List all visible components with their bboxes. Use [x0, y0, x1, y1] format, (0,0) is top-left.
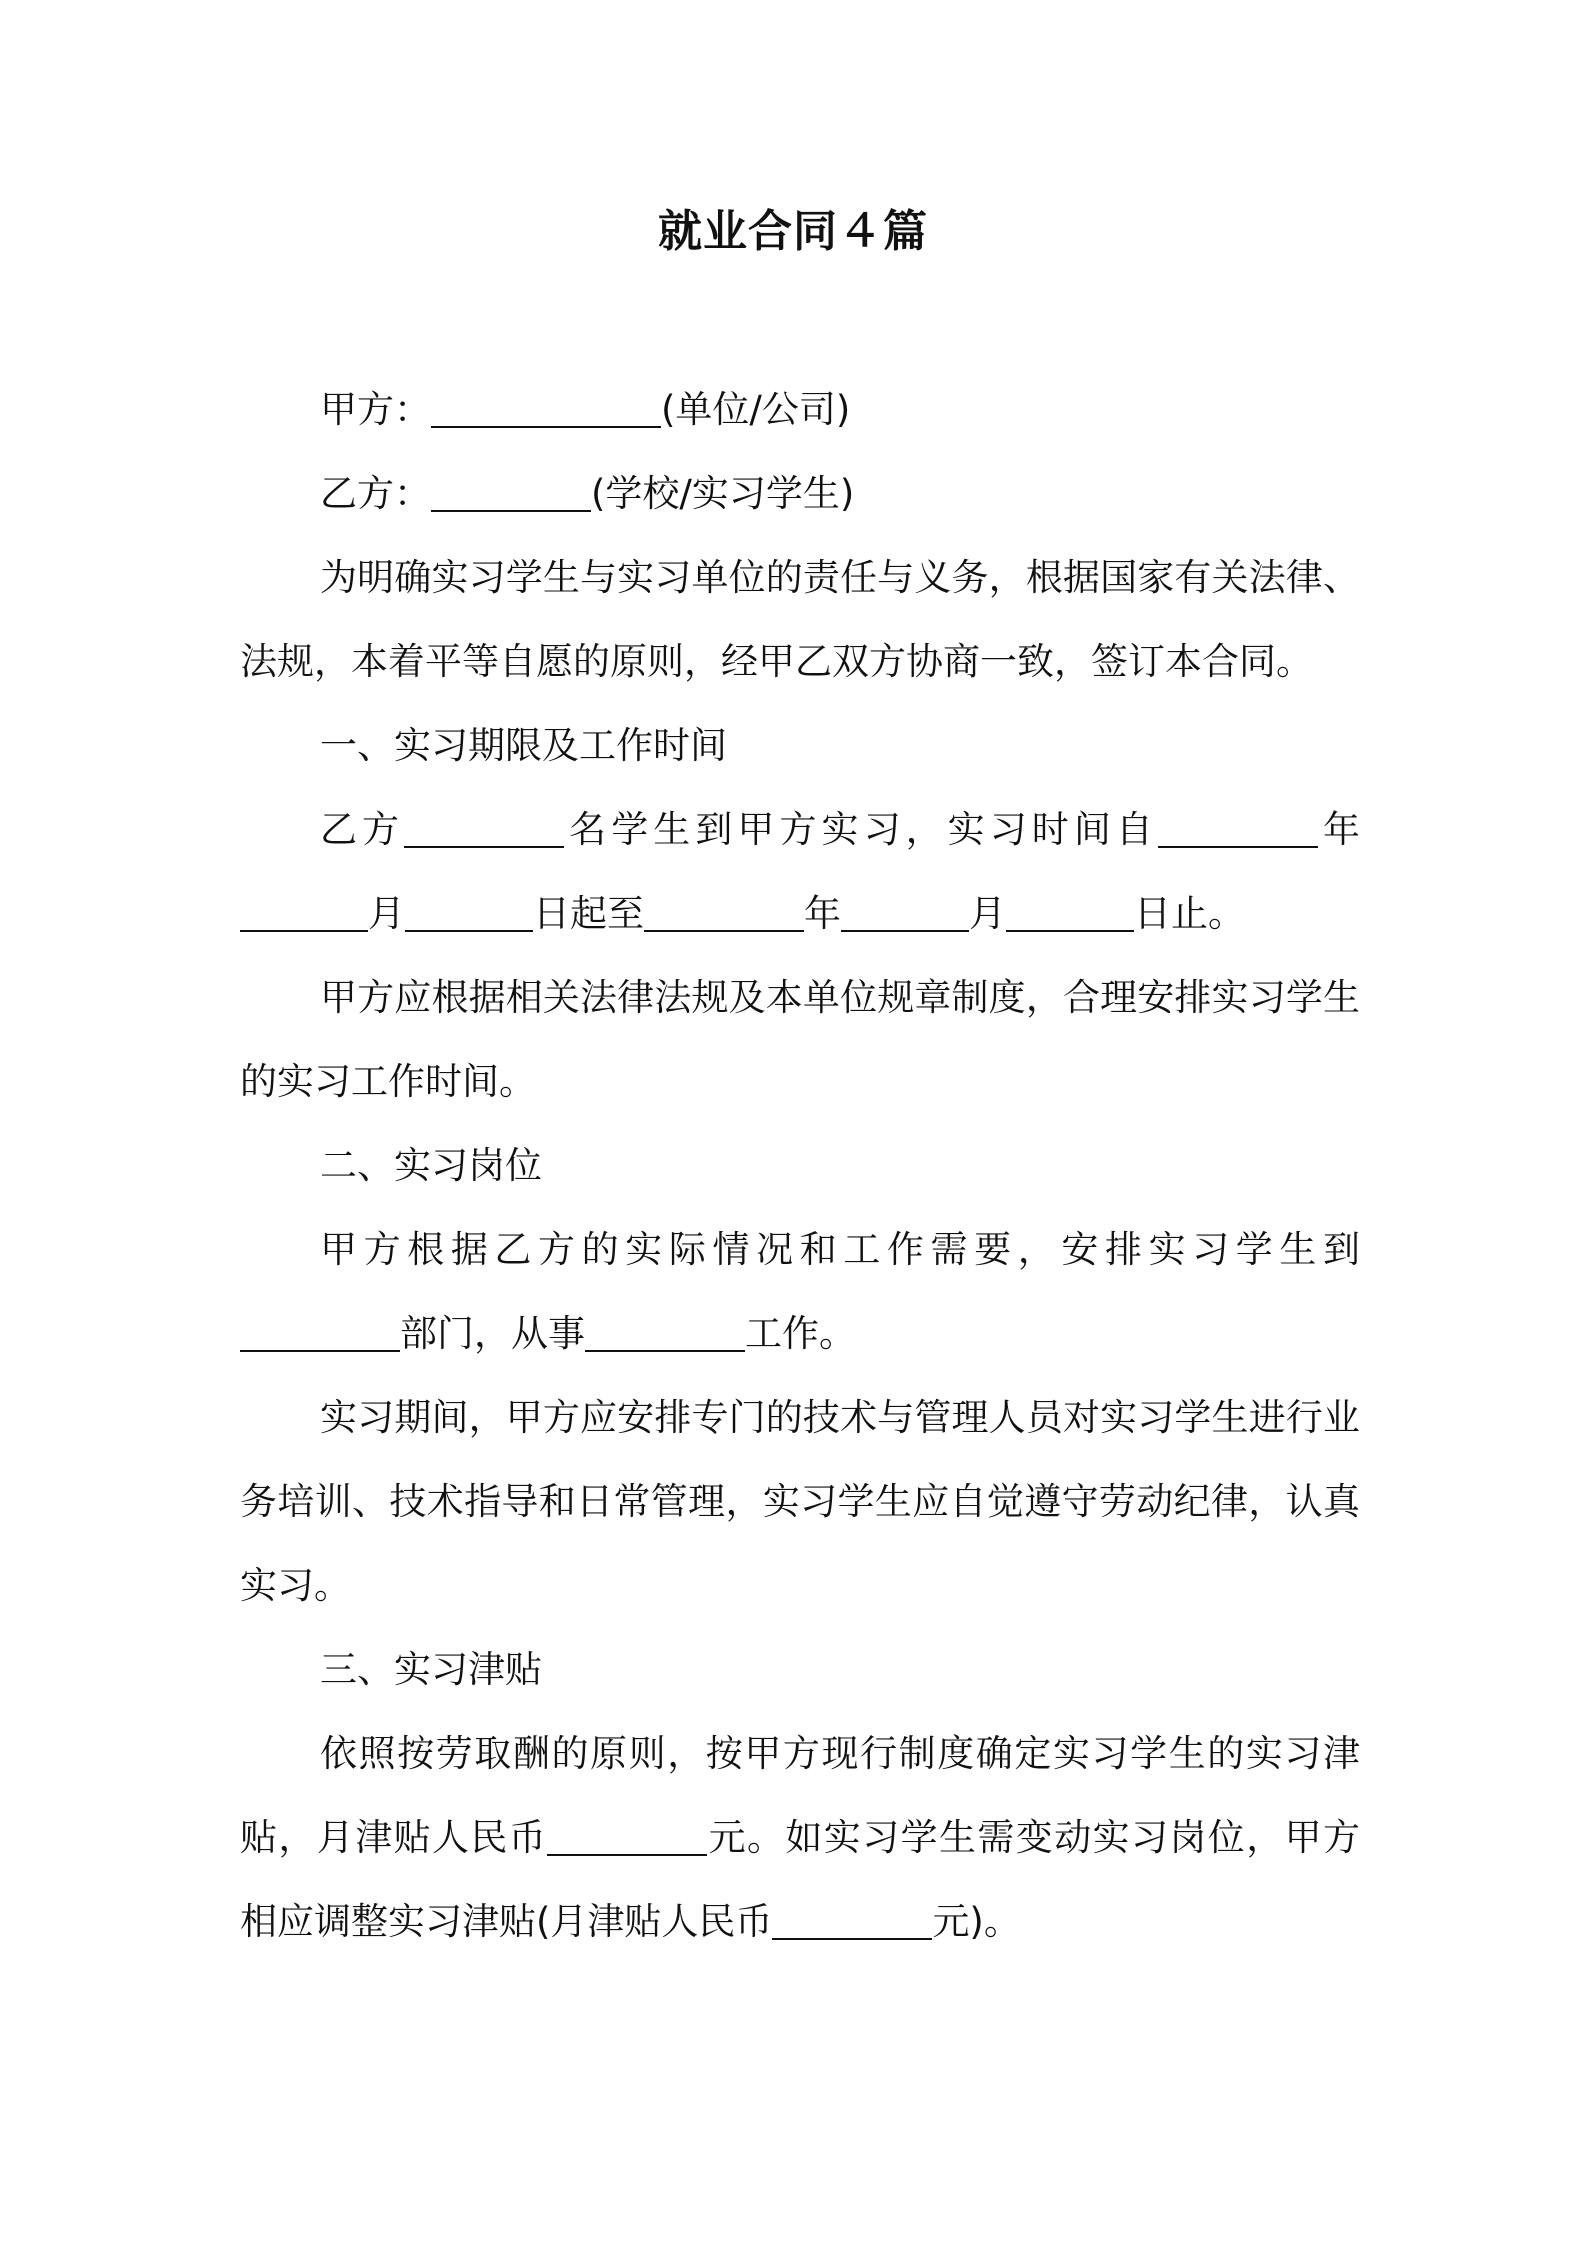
start-year-blank: [1158, 845, 1318, 848]
section-2-management-paragraph: 实习期间，甲方应安排专门的技术与管理人员对实习学生进行业务培训、技术指导和日常管理，实习学生应自觉遵守劳动纪律，认真实习。: [240, 1396, 1360, 1607]
department-blank: [240, 1349, 400, 1352]
text-fragment: 名学生到甲方实习，实习时间自: [564, 808, 1158, 851]
party-b-line: [240, 452, 1360, 536]
end-year-blank: [644, 929, 804, 932]
start-day-blank: [405, 929, 533, 932]
section-2-heading: 二、实习岗位: [320, 1144, 542, 1187]
section-3-heading: 三、实习津贴: [320, 1648, 542, 1691]
text-fragment: 工作。: [745, 1312, 856, 1355]
text-fragment: 月: [368, 892, 405, 935]
text-fragment: 日起至: [533, 892, 644, 935]
party-b-label: 乙方：: [320, 472, 431, 515]
text-fragment: 元)。: [932, 1900, 1021, 1943]
text-fragment: 日止。: [1134, 892, 1245, 935]
text-fragment: 月: [969, 892, 1006, 935]
preamble-paragraph: 为明确实习学生与实习单位的责任与义务，根据国家有关法律、法规，本着平等自愿的原则，经甲乙双方协商一致，签订本合同。: [240, 556, 1360, 683]
text-fragment: 依照按劳取酬的原则，按甲方现行制度确定实习学生的实习津贴，月津贴人民币: [240, 1732, 1360, 1859]
text-fragment: 甲方根据乙方的实际情况和工作需要，安排实习学生到: [320, 1228, 1360, 1271]
party-a-line: [240, 368, 1360, 452]
student-count-blank: [404, 845, 564, 848]
party-a-suffix: (单位/公司): [661, 388, 851, 431]
party-a-blank: [431, 425, 661, 428]
section-2-position-paragraph: [240, 1208, 1360, 1376]
text-fragment: 乙方: [320, 808, 405, 851]
section-1-hours-paragraph: 甲方应根据相关法律法规及本单位规章制度，合理安排实习学生的实习工作时间。: [240, 976, 1360, 1103]
text-fragment: 部门，从事: [400, 1312, 585, 1355]
end-day-blank: [1006, 929, 1134, 932]
text-fragment: 年: [804, 892, 841, 935]
section-3-allowance-paragraph: [240, 1712, 1360, 1964]
document-body: [240, 368, 1360, 1964]
section-1-heading: 一、实习期限及工作时间: [320, 724, 727, 767]
party-a-label: 甲方：: [320, 388, 431, 431]
adjusted-allowance-blank: [772, 1937, 932, 1940]
party-b-suffix: (学校/实习学生): [591, 472, 855, 515]
document-title: 就业合同４篇: [658, 206, 928, 257]
start-month-blank: [240, 929, 368, 932]
party-b-blank: [431, 509, 591, 512]
end-month-blank: [841, 929, 969, 932]
text-fragment: 元。如实习学生需变动实习岗位，甲方相应调整实习津贴(月津贴人民币: [240, 1816, 1361, 1943]
monthly-allowance-blank: [547, 1853, 707, 1856]
section-1-term-paragraph: [240, 788, 1360, 956]
text-fragment: 年: [1317, 808, 1361, 851]
job-blank: [585, 1349, 745, 1352]
